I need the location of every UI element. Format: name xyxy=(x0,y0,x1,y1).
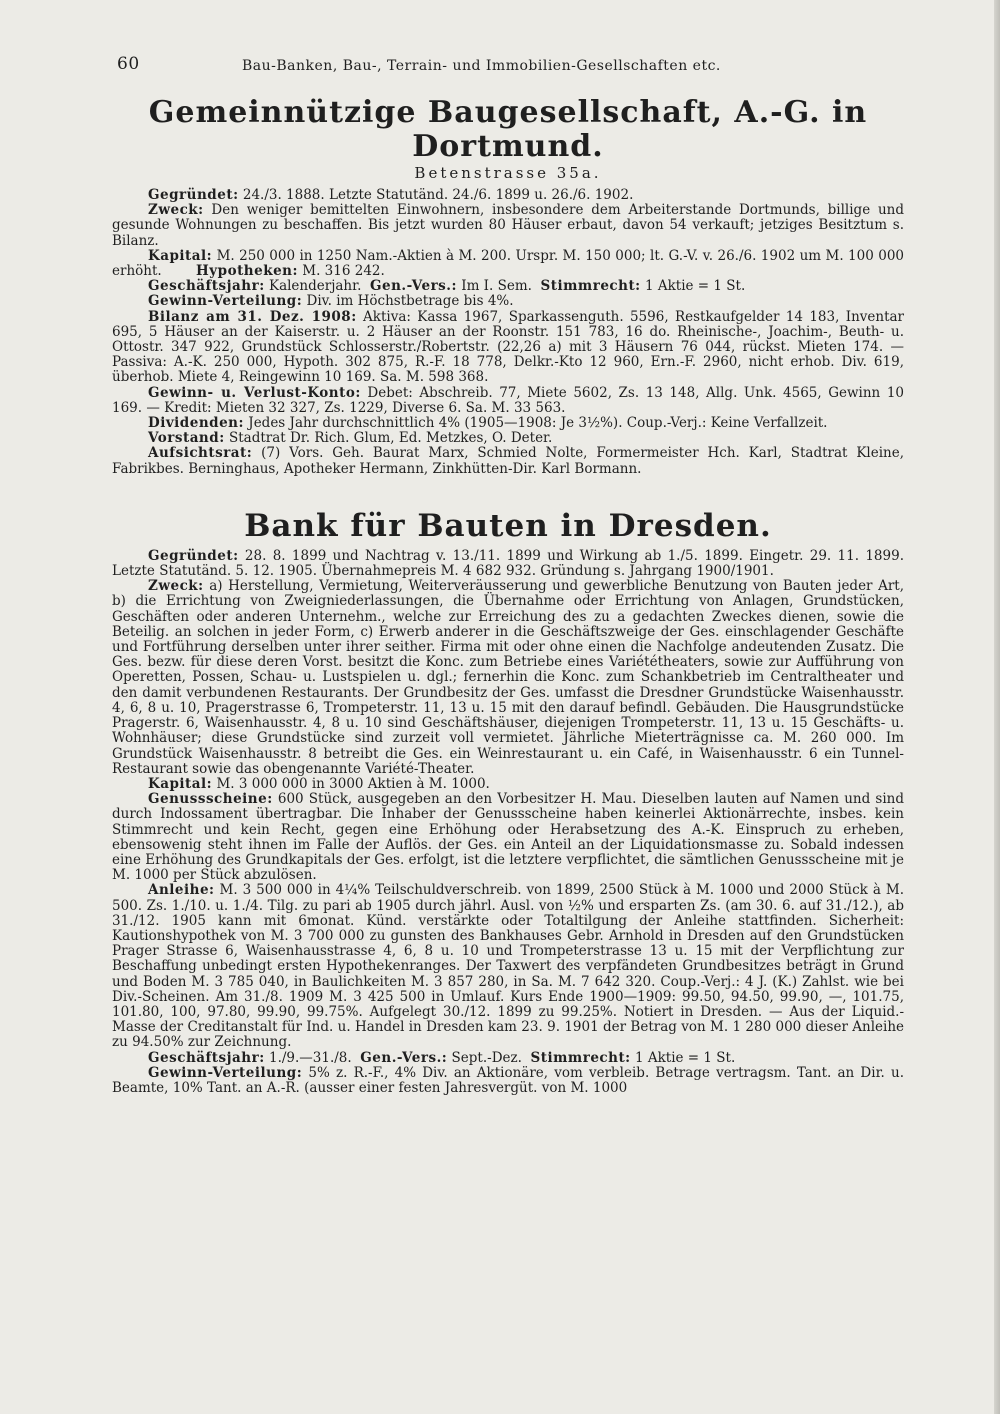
page-edge-shadow xyxy=(994,0,1000,1414)
section2-title: Bank für Bauten in Dresden. xyxy=(244,507,772,544)
s1-bilanz: Bilanz am 31. Dez. 1908: Aktiva: Kassa 1967, Sparkassenguth. 5596, Restkaufgelder 14 183, Inventar 695, 5 Häuser an der Kaiserstr. u. 2 Häuser an der Roonstr. 151 783, 16 do. Rheinische-, Joachim-, Beuth- u. Ottostr. 347 922, Grundstück Schlosserstr./Robertstr. (22,26 a) mit 3 Häusern 76 044, rückst. Mieten 174. — Passiva: A.-K. 250 000, Hypoth. 302 875, R.-F. 18 778, Delkr.-Kto 12 960, Ern.-F. 2960, nicht erhob. Div. 619, überhob. Miete 4, Reingewinn 10 169. Sa. M. 598 368. xyxy=(112,308,904,386)
s1-geschaeftsjahr: Geschäftsjahr: Kalenderjahr. Gen.-Vers.: Im I. Sem. Stimmrecht: 1 Aktie = 1 St. xyxy=(148,278,746,295)
s1-vorstand: Vorstand: Stadtrat Dr. Rich. Glum, Ed. Metzkes, O. Deter. xyxy=(148,430,553,447)
s2-kapital: Kapital: M. 3 000 000 in 3000 Aktien à M. 1000. xyxy=(148,775,490,792)
section1-address: Betenstrasse 35a. xyxy=(414,164,602,182)
s2-geschaeftsjahr: Geschäftsjahr: 1./9.—31./8. Gen.-Vers.: Sept.-Dez. Stimmrecht: 1 Aktie = 1 St. xyxy=(148,1049,736,1066)
s1-kapital: Kapital: M. 250 000 in 1250 Nam.-Aktien à M. 200. Urspr. M. 150 000; lt. G.-V. v. 26./6. 1902 um M. 100 000 erhöht. Hypotheken: M. 316 242. xyxy=(112,247,904,280)
s2-anleihe: Anleihe: M. 3 500 000 in 4¼% Teilschuldverschreib. von 1899, 2500 Stück à M. 1000 und 2000 Stück à M. 500. Zs. 1./10. u. 1./4. Tilg. zu pari ab 1905 durch jährl. Ausl. von ½% und ersparten Zs. (am 30. 6. auf 31./12.), ab 31./12. 1905 kann mit 6monat. Künd. verstärkte oder Totaltilgung der Anleihe stattfinden. Sicherheit: Kautionshypothek von M. 3 700 000 zu gunsten des Bankhauses Gebr. Arnhold in Dresden auf den Grundstücken Prager Strasse 6, Waisenhausstrasse 4, 6, 8 u. 10 und Trompeterstrasse 13 u. 15 mit der Verpflichtung zur Beschaffung unbedingt ersten Hypothekenranges. Der Taxwert des verpfändeten Grundbesitzes beträgt in Grund und Boden M. 3 785 040, in Baulichkeiten M. 3 857 280, in Sa. M. 7 642 320. Coup.-Verj.: 4 J. (K.) Zahlst. wie bei Div.-Scheinen. Am 31./8. 1909 M. 3 425 500 in Umlauf. Kurs Ende 1900—1909: 99.50, 94.50, 99.90, —, 101.75, 101.80, 100, 97.80, 99.90, 99.75%. Aufgelegt 30./12. 1899 zu 99.25%. Notiert in Dresden. — Aus der Liquid.-Masse der Creditanstalt für Ind. u. Handel in Dresden kam 23. 9. 1901 der Betrag von M. 1 280 000 dieser Anleihe zu 94.50% zur Zeichnung. xyxy=(112,882,904,1051)
section1-title: Gemeinnützige Baugesellschaft, A.-G. in Dortmund. xyxy=(148,95,868,164)
s1-gegruendet: Gegründet: 24./3. 1888. Letzte Statutänd. 24./6. 1899 u. 26./6. 1902. xyxy=(148,187,634,203)
page-number: 60 xyxy=(117,54,140,74)
s2-gewinn-verteilung: Gewinn-Verteilung: 5% z. R.-F., 4% Div. an Aktionäre, vom verbleib. Betrage vertragsm. Tant. an Dir. u. Beamte, 10% Tant. an A.-R. (ausser einer festen Jahresvergüt. von M. 1000 xyxy=(112,1064,904,1096)
s1-zweck: Zweck: Den weniger bemittelten Einwohnern, insbesondere dem Arbeiterstande Dortmunds, billige und gesunde Wohnungen zu beschaffen. Bis jetzt wurden 80 Häuser erbaut, davon 54 verkauft; jetziges Besitztum s. Bilanz. xyxy=(112,202,904,249)
running-header xyxy=(112,48,904,78)
s1-dividenden: Dividenden: Jedes Jahr durchschnittlich 4% (1905—1908: Je 3½%). Coup.-Verj.: Keine Verfallzeit. xyxy=(148,415,828,432)
s2-gegruendet: Gegründet: 28. 8. 1899 und Nachtrag v. 13./11. 1899 und Wirkung ab 1./5. 1899. Eingetr. 29. 11. 1899. Letzte Statutänd. 5. 12. 1905. Übernahmepreis M. 4 682 932. Gründung s. Jahrgang 1900/1901. xyxy=(112,547,904,580)
running-title: Bau-Banken, Bau-, Terrain- und Immobilien-Gesellschaften etc. xyxy=(242,58,721,74)
s1-gewinn-verlust-konto: Gewinn- u. Verlust-Konto: Debet: Abschreib. 77, Miete 5602, Zs. 13 148, Allg. Unk. 4565, Gewinn 10 169. — Kredit: Mieten 32 327, Zs. 1229, Diverse 6. Sa. M. 33 563. xyxy=(112,384,904,416)
s2-genussscheine: Genussscheine: 600 Stück, ausgegeben an den Vorbesitzer H. Mau. Dieselben lauten auf Namen und sind durch Indossament übertragbar. Die Inhaber der Genussscheine haben keinerlei Aktionärrechte, insbes. kein Stimmrecht und kein Recht, gegen eine Erhöhung oder Herabsetzung des A.-K. Einspruch zu erheben, ebensowenig steht ihnen im Falle der Auflös. der Ges. ein Anteil an der Liquidationsmasse zu. Sobald indessen eine Erhöhung des Grundkapitals der Ges. erfolgt, ist die letztere verpflichtet, die sämtlichen Genussscheine mit je M. 1000 per Stück abzulösen. xyxy=(112,791,904,884)
s2-zweck: Zweck: a) Herstellung, Vermietung, Weiterveräusserung und gewerbliche Benutzung von Bauten jeder Art, b) die Errichtung von Zweigniederlassungen, die Übernahme oder Errichtung von Anlagen, Grundstücken, Geschäften oder anderen Unternehm., welche zur Erreichung des zu a gedachten Zweckes dienen, sowie die Beteilig. an solchen in jeder Form, c) Erwerb anderer in die Geschäftszweige der Ges. einschlagender Geschäfte und Fortführung derselben unter ihrer seither. Firma mit oder ohne einen die Nachfolge andeutenden Zusatz. Die Ges. bezw. für diese deren Vorst. besitzt die Konc. zum Betriebe eines Variététheaters, sowie zur Aufführung von Operetten, Possen, Schau- u. Lustspielen u. dgl.; fernerhin die Konc. zum Schankbetrieb im Centraltheater und den damit verbundenen Restaurants. Der Grundbesitz der Ges. umfasst die Dresdner Grundstücke Waisenhausstr. 4, 6, 8 u. 10, Pragerstrasse 6, Trompeterstr. 11, 13 u. 15 mit den darauf befindl. Gebäuden. Die Hausgrundstücke Pragerstr. 6, Waisenhausstr. 4, 8 u. 10 sind Geschäftshäuser, diejenigen Trompeterstr. 11, 13 u. 15 Geschäfts- u. Wohnhäuser; diese Grundstücke sind zurzeit voll vermietet. Jährliche Mieterträgnisse ca. M. 260 000. Im Grundstück Waisenhausstr. 8 betreibt die Ges. ein Weinrestaurant u. ein Café, in Waisenhausstr. 6 ein Tunnel-Restaurant sowie das obengenannte Variété-Theater. xyxy=(112,578,904,777)
s1-aufsichtsrat: Aufsichtsrat: (7) Vors. Geh. Baurat Marx, Schmied Nolte, Formermeister Hch. Karl, Stadtrat Kleine, Fabrikbes. Berninghaus, Apotheker Hermann, Zinkhütten-Dir. Karl Bormann. xyxy=(112,445,904,477)
s1-gewinn-verteilung: Gewinn-Verteilung: Div. im Höchstbetrage bis 4%. xyxy=(148,293,514,310)
